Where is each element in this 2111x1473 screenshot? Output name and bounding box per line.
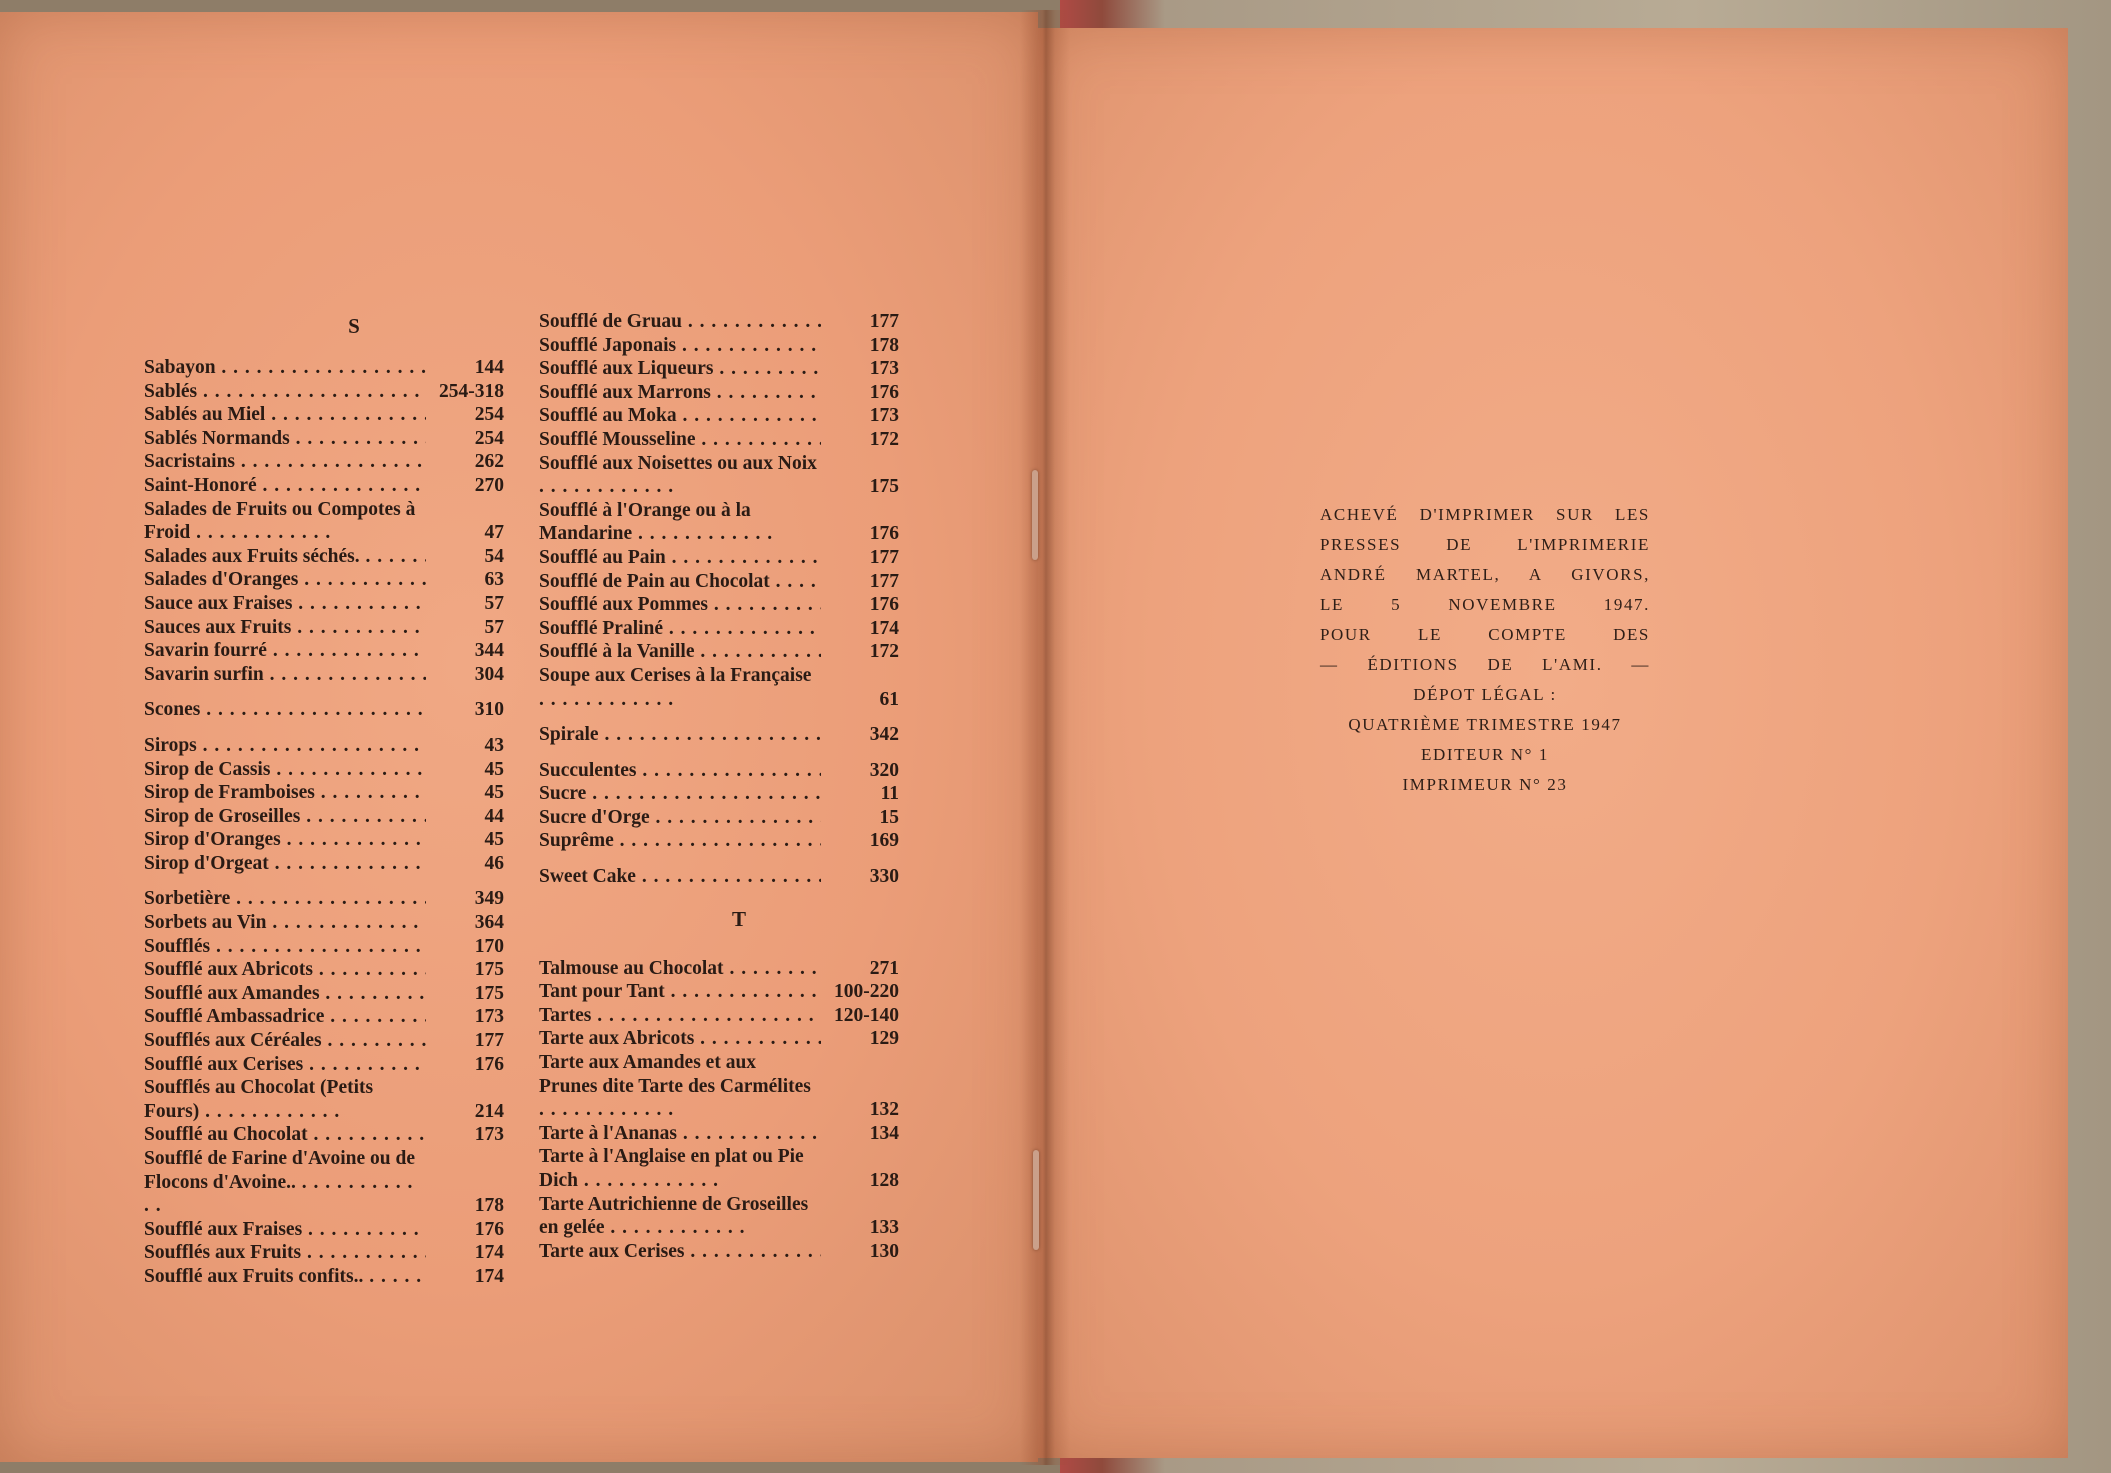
index-entry xyxy=(144,427,504,451)
index-entry-page: 214 xyxy=(474,1100,504,1122)
index-entry xyxy=(539,664,899,711)
index-entry-label: Sirops . . . xyxy=(144,734,426,758)
index-entry xyxy=(539,452,899,499)
colophon-line: EDITEUR N° 1 xyxy=(1421,745,1549,764)
index-spacer xyxy=(144,875,504,887)
index-entry-label: Soufflés au Chocolat (Petits Fours) . . . xyxy=(144,1076,504,1123)
index-entry-label: Soufflé aux Abricots . . . xyxy=(144,958,426,982)
colophon-line: — ÉDITIONS DE L'AMI. — xyxy=(1320,655,1650,674)
index-entry-page: 173 xyxy=(474,1006,504,1028)
index-entry xyxy=(539,806,899,830)
index-entry-page: 175 xyxy=(474,959,504,981)
index-entry-label: Sirop de Groseilles . . . xyxy=(144,805,426,829)
colophon-line: POUR LE COMPTE DES xyxy=(1320,625,1650,644)
index-entry-label: Savarin surfin . . . xyxy=(144,663,426,687)
index-entry xyxy=(539,1004,899,1028)
index-entry-label: Soufflé Mousseline . . . xyxy=(539,428,821,452)
index-entry-label: Sablés au Miel . . . xyxy=(144,403,426,427)
index-entry xyxy=(539,570,899,594)
index-entry-page: 132 xyxy=(869,1099,899,1121)
index-entry-page: 47 xyxy=(484,522,504,544)
index-entry-label: Soufflés . . . xyxy=(144,935,426,959)
index-entry xyxy=(539,593,899,617)
index-entry-label: Scones . . . xyxy=(144,698,426,722)
index-entry-page: 174 xyxy=(869,617,899,639)
index-entry xyxy=(144,982,504,1006)
index-entry-page: 169 xyxy=(869,830,899,852)
index-entry-label: Sabayon . . . xyxy=(144,356,426,380)
index-entry-label: Soufflé de Pain au Chocolat . . . xyxy=(539,570,821,594)
index-entry-page: 174 xyxy=(474,1242,504,1264)
index-entry-page: 45 xyxy=(484,829,504,851)
index-entry-label: Sirop d'Orgeat . . . xyxy=(144,852,426,876)
colophon-line: QUATRIÈME TRIMESTRE 1947 xyxy=(1348,715,1622,734)
index-entry-page: 177 xyxy=(869,546,899,568)
index-entry xyxy=(144,911,504,935)
index-entry xyxy=(539,865,899,889)
index-entry xyxy=(144,1123,504,1147)
index-entry-label: Soufflé aux Noisettes ou aux Noix . . . xyxy=(539,452,899,499)
index-entry-page: 271 xyxy=(869,957,899,979)
index-entry-page: 134 xyxy=(869,1122,899,1144)
index-spacer xyxy=(539,853,899,865)
index-entry-page: 178 xyxy=(869,334,899,356)
index-entry-label: Spirale . . . xyxy=(539,723,821,747)
index-list xyxy=(144,356,504,1289)
index-entry-label: Soufflé de Farine d'Avoine ou de Flocons d'Avoine.. . . . xyxy=(144,1147,504,1218)
index-entry-label: Sirop d'Oranges . . . xyxy=(144,828,426,852)
index-entry-label: Soufflé Japonais . . . xyxy=(539,334,821,358)
index-entry-page: 178 xyxy=(474,1195,504,1217)
index-entry-label: Tarte aux Abricots . . . xyxy=(539,1027,821,1051)
binding-stitch xyxy=(1033,1150,1039,1250)
index-entry-label: Sablés Normands . . . xyxy=(144,427,426,451)
index-entry-page: 173 xyxy=(869,358,899,380)
index-entry-page: 57 xyxy=(484,616,504,638)
index-list xyxy=(539,310,899,889)
index-entry-label: Sucre d'Orge . . . xyxy=(539,806,821,830)
index-entry xyxy=(144,781,504,805)
index-entry xyxy=(539,499,899,546)
index-entry-label: Salades d'Oranges . . . xyxy=(144,568,426,592)
index-entry-page: 100-220 xyxy=(834,981,899,1003)
index-entry-label: Soufflé aux Amandes . . . xyxy=(144,982,426,1006)
index-entry-label: Soufflé Praliné . . . xyxy=(539,617,821,641)
index-entry xyxy=(144,1241,504,1265)
index-entry-label: Tant pour Tant . . . xyxy=(539,980,821,1004)
index-entry xyxy=(144,545,504,569)
index-entry xyxy=(539,957,899,981)
index-entry-label: Sablés . . . xyxy=(144,380,426,404)
colophon-line: DÉPOT LÉGAL : xyxy=(1413,685,1557,704)
index-entry xyxy=(144,1029,504,1053)
index-list xyxy=(539,957,899,1264)
index-entry xyxy=(144,1147,504,1218)
index-entry-page: 176 xyxy=(474,1218,504,1240)
index-entry-label: Sorbetière . . . xyxy=(144,887,426,911)
index-entry xyxy=(144,698,504,722)
index-entry-label: Tarte Autrichienne de Groseilles en gelée . . . xyxy=(539,1193,899,1240)
index-entry-label: Sacristains . . . xyxy=(144,450,426,474)
index-entry-page: 176 xyxy=(869,523,899,545)
index-entry-label: Sucre . . . xyxy=(539,782,821,806)
index-entry-page: 254-318 xyxy=(439,380,504,402)
index-entry-page: 46 xyxy=(484,852,504,874)
index-entry-page: 364 xyxy=(474,912,504,934)
colophon-line: LE 5 NOVEMBRE 1947. xyxy=(1320,595,1650,614)
index-entry xyxy=(539,381,899,405)
index-entry-page: 63 xyxy=(484,569,504,591)
index-entry-label: Succulentes . . . xyxy=(539,759,821,783)
index-entry-label: Soufflé aux Fruits confits.. . . . xyxy=(144,1265,426,1289)
index-entry-page: 173 xyxy=(474,1124,504,1146)
index-entry-page: 175 xyxy=(474,982,504,1004)
index-entry xyxy=(144,663,504,687)
colophon-line: PRESSES DE L'IMPRIMERIE xyxy=(1320,535,1650,554)
index-entry-page: 330 xyxy=(869,866,899,888)
index-entry-page: 11 xyxy=(880,783,899,805)
index-entry xyxy=(144,1053,504,1077)
index-entry xyxy=(144,498,504,545)
index-entry xyxy=(144,958,504,982)
index-entry xyxy=(144,450,504,474)
index-entry-page: 349 xyxy=(474,888,504,910)
index-entry-page: 177 xyxy=(474,1030,504,1052)
index-entry-page: 176 xyxy=(474,1053,504,1075)
index-entry xyxy=(144,887,504,911)
index-entry-page: 342 xyxy=(869,724,899,746)
index-entry-page: 15 xyxy=(879,806,899,828)
index-entry-label: Soufflé aux Pommes . . . xyxy=(539,593,821,617)
index-entry-page: 57 xyxy=(484,592,504,614)
index-entry-label: Tarte aux Cerises . . . xyxy=(539,1240,821,1264)
index-entry-page: 262 xyxy=(474,451,504,473)
index-entry-label: Saint-Honoré . . . xyxy=(144,474,426,498)
colophon-line: IMPRIMEUR N° 23 xyxy=(1402,775,1568,794)
binding-stitch xyxy=(1032,470,1038,560)
index-entry xyxy=(539,428,899,452)
index-entry-page: 144 xyxy=(474,357,504,378)
index-spacer xyxy=(539,747,899,759)
index-entry xyxy=(539,404,899,428)
index-entry-label: Sauce aux Fraises . . . xyxy=(144,592,426,616)
index-spacer xyxy=(144,686,504,698)
index-entry-label: Sweet Cake . . . xyxy=(539,865,821,889)
index-entry xyxy=(539,1122,899,1146)
book-gutter xyxy=(1020,10,1070,1465)
index-entry xyxy=(144,403,504,427)
index-entry xyxy=(539,1240,899,1264)
section-letter-t: T xyxy=(731,906,746,931)
index-column-left xyxy=(144,310,504,1289)
index-entry xyxy=(539,334,899,358)
index-entry-label: Soufflé aux Cerises . . . xyxy=(144,1053,426,1077)
index-entry-page: 128 xyxy=(869,1170,899,1191)
index-entry xyxy=(144,1076,504,1123)
index-entry-page: 175 xyxy=(869,476,899,498)
index-entry xyxy=(144,592,504,616)
index-column-right xyxy=(539,310,899,1263)
index-entry xyxy=(144,568,504,592)
index-entry-label: Talmouse au Chocolat . . . xyxy=(539,957,821,981)
index-entry-label: Soupe aux Cerises à la Française . . . xyxy=(539,664,899,711)
index-entry xyxy=(539,1193,899,1240)
index-entry xyxy=(144,616,504,640)
index-entry-label: Tarte à l'Anglaise en plat ou Pie Dich . . . xyxy=(539,1145,899,1192)
index-entry-page: 61 xyxy=(879,688,899,710)
index-entry-label: Soufflé aux Fraises . . . xyxy=(144,1218,426,1242)
index-entry-label: Sirop de Cassis . . . xyxy=(144,758,426,782)
index-entry xyxy=(144,935,504,959)
index-entry-label: Soufflé à la Vanille . . . xyxy=(539,640,821,664)
index-entry-page: 176 xyxy=(869,594,899,616)
index-entry xyxy=(539,723,899,747)
index-entry xyxy=(144,1005,504,1029)
index-entry-label: Salades de Fruits ou Compotes à Froid . . . xyxy=(144,498,504,545)
index-entry xyxy=(144,474,504,498)
index-entry-label: Soufflé de Gruau . . . xyxy=(539,310,821,334)
index-entry xyxy=(144,380,504,404)
index-entry-label: Soufflé au Chocolat . . . xyxy=(144,1123,426,1147)
index-entry xyxy=(539,1145,899,1192)
index-spacer xyxy=(539,711,899,723)
index-entry-page: 254 xyxy=(474,404,504,426)
index-entry-label: Soufflés aux Fruits . . . xyxy=(144,1241,426,1265)
colophon xyxy=(1320,500,1650,800)
index-entry xyxy=(539,1027,899,1051)
index-entry-page: 43 xyxy=(484,734,504,756)
index-entry-label: Salades aux Fruits séchés. . . . xyxy=(144,545,426,569)
index-entry-label: Soufflés aux Céréales . . . xyxy=(144,1029,426,1053)
index-entry-label: Sauces aux Fruits . . . xyxy=(144,616,426,640)
index-entry xyxy=(539,782,899,806)
index-entry-page: 270 xyxy=(474,474,504,496)
index-entry-page: 174 xyxy=(474,1265,504,1287)
index-entry xyxy=(539,759,899,783)
index-entry-label: Tarte à l'Ananas . . . xyxy=(539,1122,821,1146)
index-entry-page: 170 xyxy=(474,935,504,957)
index-entry-label: Tartes . . . xyxy=(539,1004,821,1028)
index-entry-page: 120-140 xyxy=(834,1004,899,1026)
index-entry-page: 54 xyxy=(484,545,504,567)
index-entry-label: Soufflé Ambassadrice . . . xyxy=(144,1005,426,1029)
index-entry xyxy=(144,1265,504,1289)
index-entry-page: 45 xyxy=(484,782,504,804)
index-entry-page: 130 xyxy=(869,1240,899,1262)
index-entry xyxy=(539,1051,899,1122)
index-entry-page: 172 xyxy=(869,641,899,663)
index-entry xyxy=(144,805,504,829)
index-entry-page: 176 xyxy=(869,381,899,403)
index-entry xyxy=(144,758,504,782)
colophon-line: ACHEVÉ D'IMPRIMER SUR LES xyxy=(1320,505,1650,524)
index-entry-page: 177 xyxy=(869,570,899,592)
index-spacer xyxy=(144,722,504,734)
index-entry-page: 254 xyxy=(474,427,504,449)
index-entry-label: Tarte aux Amandes et aux Prunes dite Tarte des Carmélites . . . xyxy=(539,1051,899,1122)
index-entry xyxy=(144,356,504,380)
index-entry-page: 129 xyxy=(869,1028,899,1050)
colophon-line: ANDRÉ MARTEL, A GIVORS, xyxy=(1320,565,1650,584)
index-entry xyxy=(539,357,899,381)
index-entry-label: Soufflé au Moka . . . xyxy=(539,404,821,428)
index-entry-label: Savarin fourré . . . xyxy=(144,639,426,663)
index-entry xyxy=(539,617,899,641)
index-entry xyxy=(144,1218,504,1242)
index-entry xyxy=(144,639,504,663)
index-entry xyxy=(539,980,899,1004)
index-entry-label: Sorbets au Vin . . . xyxy=(144,911,426,935)
index-entry xyxy=(144,828,504,852)
index-entry-page: 344 xyxy=(474,640,504,662)
index-entry-page: 172 xyxy=(869,428,899,450)
index-entry-label: Suprême . . . xyxy=(539,829,821,853)
index-entry xyxy=(539,640,899,664)
index-entry xyxy=(144,734,504,758)
index-entry xyxy=(539,546,899,570)
index-entry-page: 44 xyxy=(484,805,504,827)
index-entry-page: 133 xyxy=(869,1217,899,1239)
section-letter-s: S xyxy=(348,314,360,338)
index-entry-label: Soufflé aux Marrons . . . xyxy=(539,381,821,405)
index-entry-page: 320 xyxy=(869,759,899,781)
index-entry-page: 304 xyxy=(474,663,504,685)
index-entry-page: 177 xyxy=(869,311,899,332)
index-entry-page: 173 xyxy=(869,405,899,427)
index-entry-label: Soufflé à l'Orange ou à la Mandarine . . . xyxy=(539,499,899,546)
index-entry-page: 310 xyxy=(474,699,504,721)
index-entry xyxy=(539,829,899,853)
index-entry-label: Soufflé aux Liqueurs . . . xyxy=(539,357,821,381)
index-entry-label: Sirop de Framboises . . . xyxy=(144,781,426,805)
index-entry-label: Soufflé au Pain . . . xyxy=(539,546,821,570)
index-entry-page: 45 xyxy=(484,758,504,780)
index-entry xyxy=(539,310,899,334)
index-entry xyxy=(144,852,504,876)
